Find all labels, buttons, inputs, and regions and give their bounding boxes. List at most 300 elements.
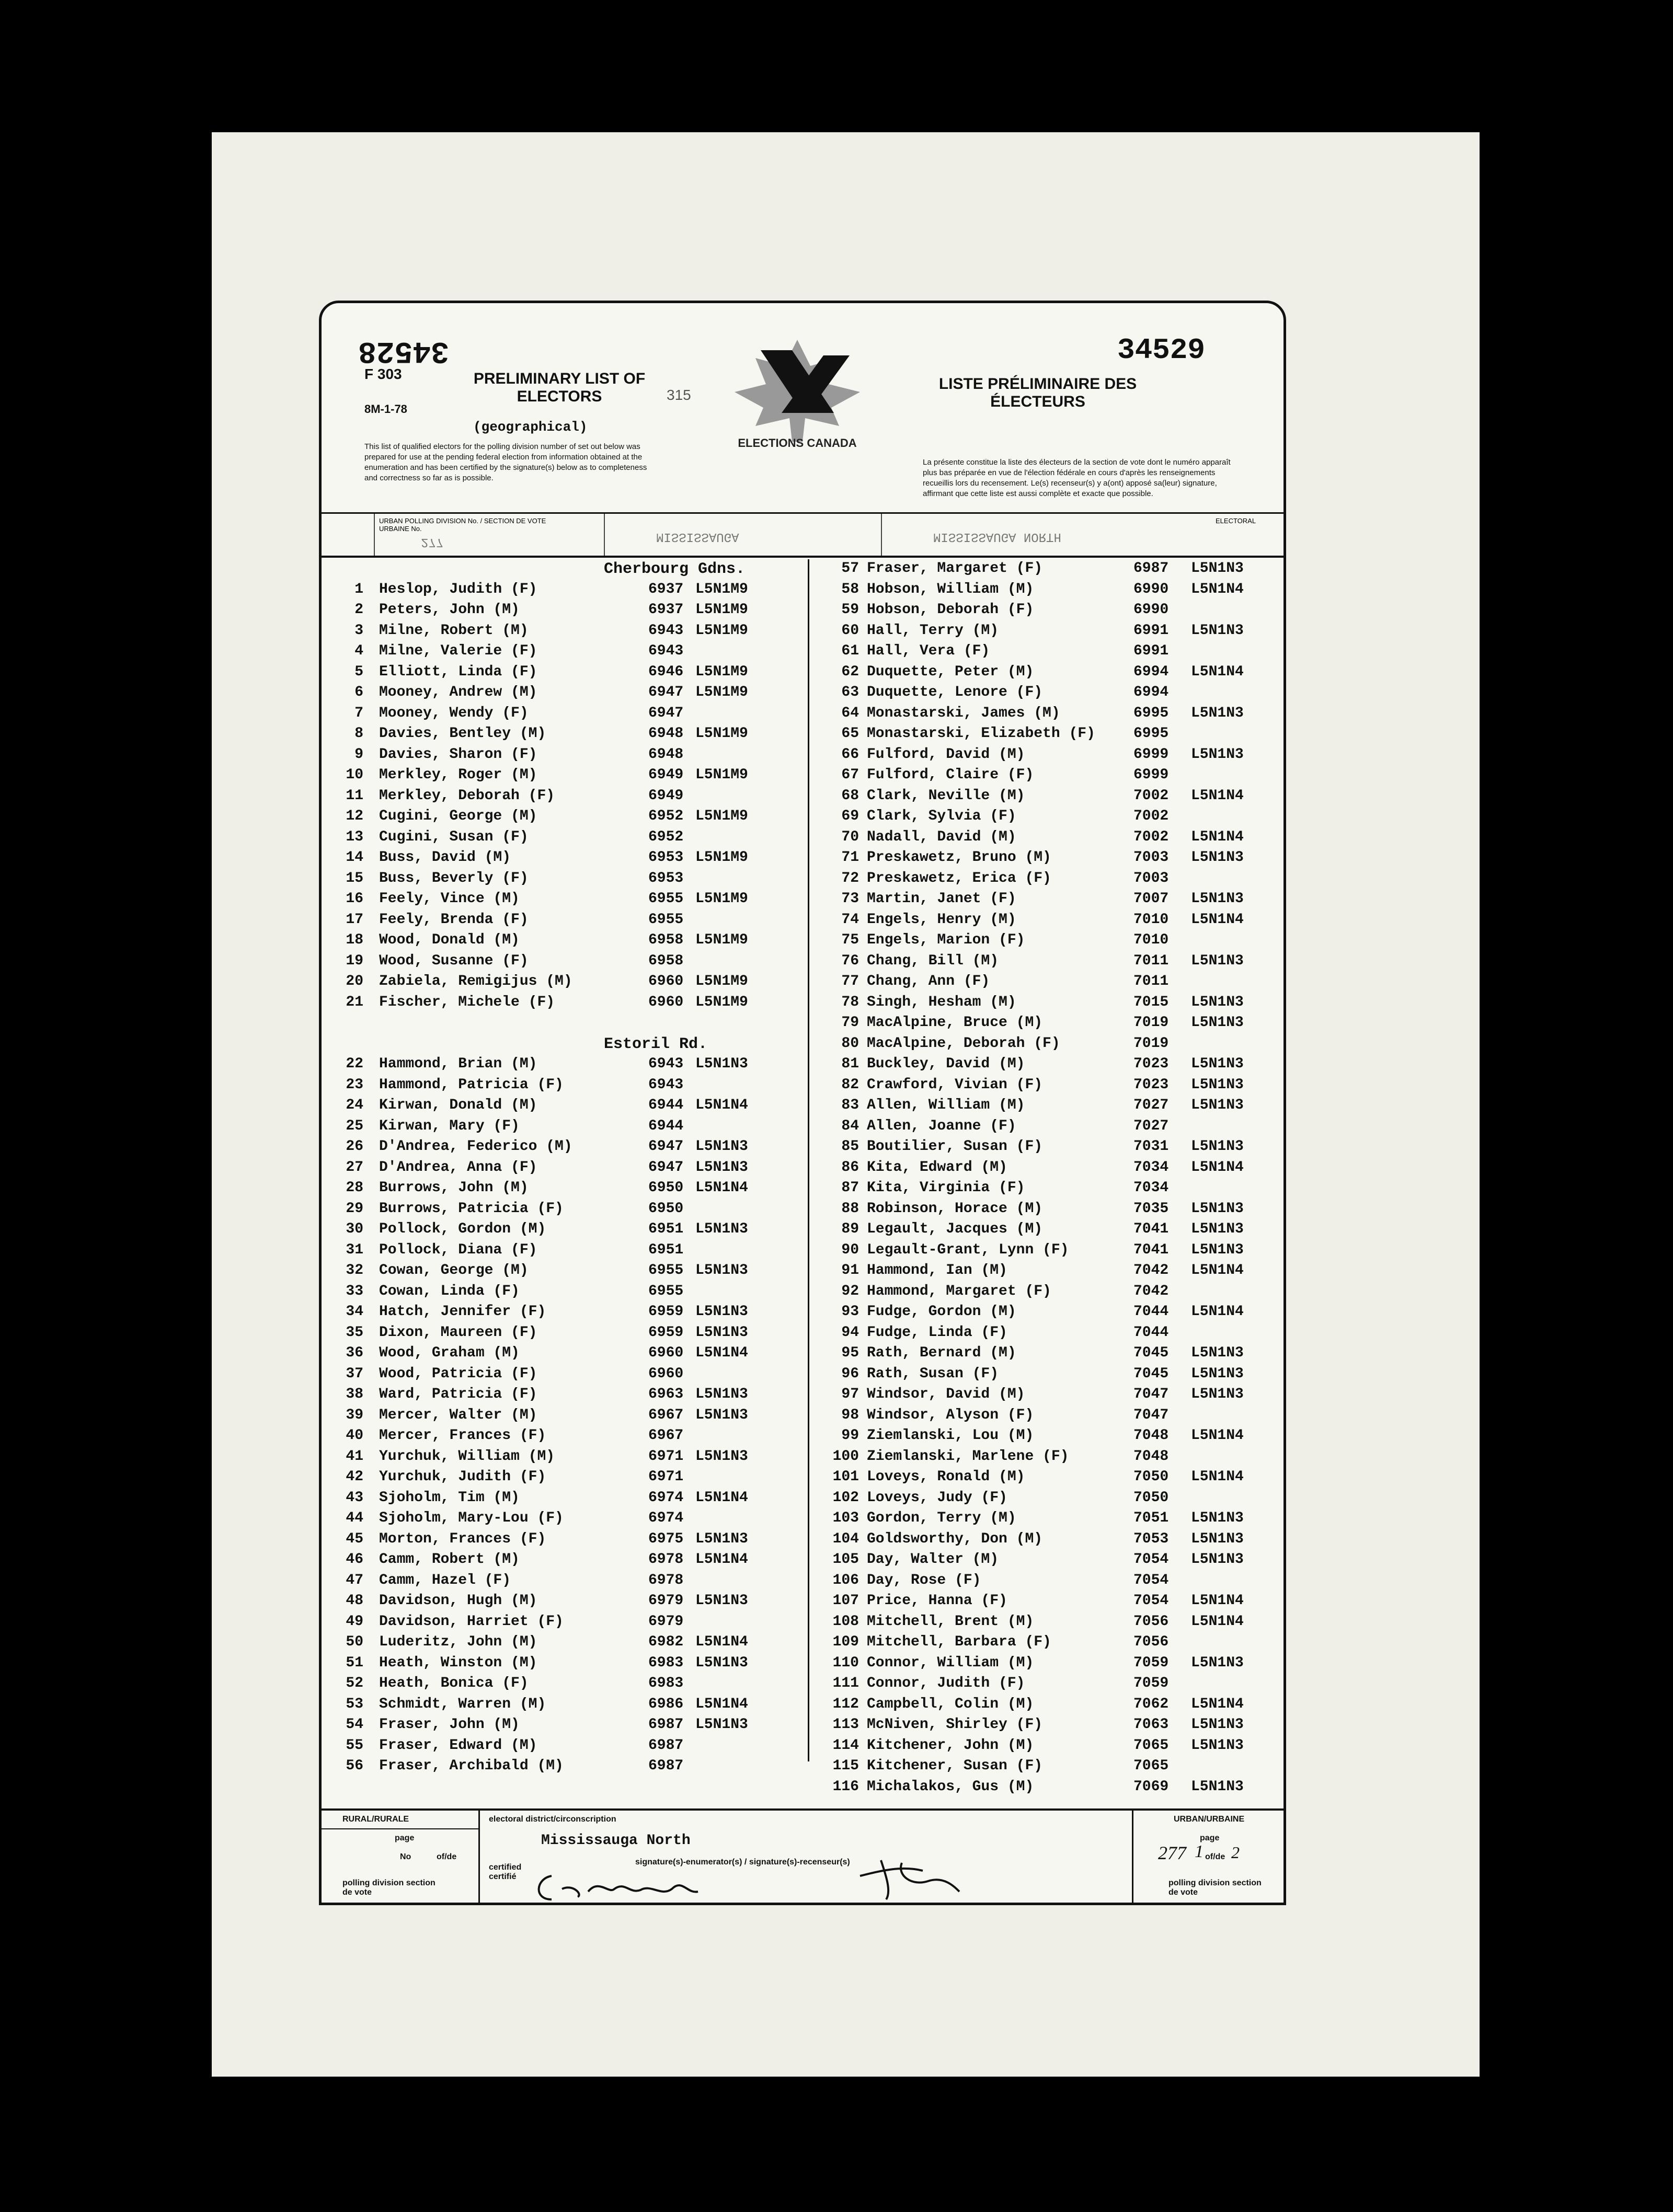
line-number: 2 xyxy=(354,602,363,618)
line-number: 64 xyxy=(841,705,859,721)
elector-name: Feely, Vince (M) xyxy=(379,891,520,907)
street-number: 6955 xyxy=(648,891,684,907)
street-number: 6979 xyxy=(648,1613,684,1630)
elector-name: Yurchuk, William (M) xyxy=(379,1448,555,1465)
elector-name: Connor, Judith (F) xyxy=(867,1675,1025,1691)
urban-page-number: 1 xyxy=(1195,1842,1204,1861)
district-value: MISSISSAUGA NORTH xyxy=(933,529,1061,544)
line-number: 53 xyxy=(346,1696,363,1712)
elector-name: Hammond, Ian (M) xyxy=(867,1262,1007,1278)
elector-name: Cugini, George (M) xyxy=(379,808,537,824)
elector-name: Allen, William (M) xyxy=(867,1097,1025,1113)
street-number: 6947 xyxy=(648,705,684,721)
elector-row xyxy=(322,601,808,621)
elector-row xyxy=(322,890,808,911)
title-french: LISTE PRÉLIMINAIRE DES ÉLECTEURS xyxy=(938,375,1137,410)
line-number: 77 xyxy=(841,973,859,989)
street-number: 6974 xyxy=(648,1510,684,1526)
line-number: 21 xyxy=(346,994,363,1010)
elector-row xyxy=(809,1365,1285,1386)
street-number: 7054 xyxy=(1133,1572,1169,1588)
postal-code: L5N1N3 xyxy=(1191,1551,1244,1568)
elector-name: Clark, Neville (M) xyxy=(867,787,1025,804)
street-number: 7054 xyxy=(1133,1593,1169,1609)
elector-row xyxy=(322,952,808,973)
elector-row xyxy=(809,1571,1285,1592)
line-number: 100 xyxy=(832,1448,859,1465)
urban-division-label: URBAN POLLING DIVISION No. / SECTION DE VOTE URBAINE No. xyxy=(379,517,546,533)
line-number: 92 xyxy=(841,1283,859,1299)
street-number: 7035 xyxy=(1133,1200,1169,1217)
street-number: 6958 xyxy=(648,952,684,969)
street-number: 6987 xyxy=(648,1758,684,1774)
electoral-district-label: electoral district/circonscription xyxy=(489,1815,616,1824)
line-number: 81 xyxy=(841,1056,859,1072)
postal-code: L5N1N4 xyxy=(695,1345,748,1361)
line-number: 102 xyxy=(832,1489,859,1506)
postal-code: L5N1N3 xyxy=(1191,746,1244,763)
line-number: 86 xyxy=(841,1159,859,1176)
elector-row xyxy=(809,931,1285,952)
street-number: 7041 xyxy=(1133,1221,1169,1237)
elector-row xyxy=(809,1695,1285,1716)
elector-name: Connor, William (M) xyxy=(867,1654,1034,1671)
elector-row xyxy=(809,1055,1285,1076)
line-number: 7 xyxy=(354,705,363,721)
postal-code: L5N1N3 xyxy=(1191,1716,1244,1733)
enumerator-signature-1 xyxy=(531,1868,708,1905)
elector-name: Wood, Patricia (F) xyxy=(379,1365,537,1382)
elector-row xyxy=(809,1654,1285,1675)
street-number: 7027 xyxy=(1133,1097,1169,1113)
street-number: 7063 xyxy=(1133,1716,1169,1733)
postal-code: L5N1N4 xyxy=(1191,1427,1244,1444)
elector-name: Mercer, Frances (F) xyxy=(379,1427,546,1444)
postal-code: L5N1N4 xyxy=(1191,581,1244,597)
elector-row xyxy=(322,1323,808,1344)
header-cell-blank xyxy=(322,514,375,556)
line-number: 50 xyxy=(346,1634,363,1650)
elector-name: Davidson, Hugh (M) xyxy=(379,1593,537,1609)
street-number: 7042 xyxy=(1133,1262,1169,1278)
elector-row xyxy=(322,1571,808,1592)
line-number: 14 xyxy=(346,849,363,866)
street-number: 7034 xyxy=(1133,1159,1169,1176)
elector-name: Monastarski, Elizabeth (F) xyxy=(867,725,1095,742)
elector-name: Preskawetz, Erica (F) xyxy=(867,870,1051,886)
street-number: 7051 xyxy=(1133,1510,1169,1526)
elector-name: Fraser, Edward (M) xyxy=(379,1737,537,1754)
elector-name: Mooney, Wendy (F) xyxy=(379,705,529,721)
line-number: 60 xyxy=(841,622,859,639)
elector-row xyxy=(322,1447,808,1468)
elector-name: Hammond, Brian (M) xyxy=(379,1056,537,1072)
rural-of-label: of/de xyxy=(437,1852,457,1861)
street-number: 7002 xyxy=(1133,787,1169,804)
street-number: 7011 xyxy=(1133,952,1169,969)
street-number: 6944 xyxy=(648,1117,684,1134)
line-number: 29 xyxy=(346,1200,363,1217)
elector-name: Mitchell, Barbara (F) xyxy=(867,1634,1051,1650)
street-number: 6971 xyxy=(648,1448,684,1465)
line-number: 106 xyxy=(832,1572,859,1588)
street-number: 7065 xyxy=(1133,1758,1169,1774)
elector-row xyxy=(322,972,808,993)
postal-code: L5N1N3 xyxy=(1191,1056,1244,1072)
postal-code: L5N1N4 xyxy=(695,1696,748,1712)
elector-row xyxy=(809,1137,1285,1158)
elector-name: Buckley, David (M) xyxy=(867,1056,1025,1072)
street-number: 7027 xyxy=(1133,1117,1169,1134)
elector-row xyxy=(322,1592,808,1612)
line-number: 48 xyxy=(346,1593,363,1609)
form-footer xyxy=(322,1808,1284,1905)
elector-name: Gordon, Terry (M) xyxy=(867,1510,1016,1526)
elector-name: Duquette, Peter (M) xyxy=(867,663,1034,680)
elector-row xyxy=(809,1117,1285,1138)
elector-name: Morton, Frances (F) xyxy=(379,1530,546,1547)
line-number: 72 xyxy=(841,870,859,886)
elector-name: Clark, Sylvia (F) xyxy=(867,808,1016,824)
street-name: Cherbourg Gdns. xyxy=(604,560,746,578)
street-number: 7011 xyxy=(1133,973,1169,989)
rural-page-label: page xyxy=(395,1834,415,1842)
line-number: 15 xyxy=(346,870,363,886)
elector-name: Price, Hanna (F) xyxy=(867,1593,1007,1609)
street-number: 6987 xyxy=(1133,560,1169,577)
elector-name: Milne, Robert (M) xyxy=(379,622,529,639)
elector-row xyxy=(322,1179,808,1200)
elector-row xyxy=(809,1282,1285,1303)
line-number: 12 xyxy=(346,808,363,824)
elector-row xyxy=(809,745,1285,766)
elector-name: Fudge, Linda (F) xyxy=(867,1324,1007,1341)
line-number: 99 xyxy=(841,1427,859,1444)
line-number: 38 xyxy=(346,1386,363,1402)
line-number: 93 xyxy=(841,1304,859,1320)
line-number: 96 xyxy=(841,1365,859,1382)
street-number: 7010 xyxy=(1133,911,1169,928)
elector-name: Allen, Joanne (F) xyxy=(867,1117,1016,1134)
elector-row xyxy=(322,1220,808,1241)
elector-row xyxy=(322,993,808,1014)
elector-name: Milne, Valerie (F) xyxy=(379,643,537,659)
elector-name: Monastarski, James (M) xyxy=(867,705,1060,721)
postal-code: L5N1N3 xyxy=(695,1386,748,1402)
rural-polling-label: polling division section de vote xyxy=(342,1879,436,1897)
district-label: ELECTORAL xyxy=(1216,517,1256,525)
postal-code: L5N1N3 xyxy=(1191,952,1244,969)
elector-row xyxy=(809,1550,1285,1571)
line-number: 13 xyxy=(346,828,363,845)
elector-name: Cowan, George (M) xyxy=(379,1262,529,1278)
postal-code: L5N1N3 xyxy=(1191,705,1244,721)
elector-name: Davidson, Harriet (F) xyxy=(379,1613,564,1630)
elector-row xyxy=(809,828,1285,849)
line-number: 51 xyxy=(346,1654,363,1671)
elector-name: Hatch, Jennifer (F) xyxy=(379,1304,546,1320)
line-number: 33 xyxy=(346,1283,363,1299)
form-date: 8M-1-78 xyxy=(364,402,407,416)
street-number: 7048 xyxy=(1133,1448,1169,1465)
line-number: 17 xyxy=(346,911,363,928)
elector-row xyxy=(809,683,1285,704)
elector-row xyxy=(322,807,808,828)
polling-division-header xyxy=(322,512,1284,558)
elector-row xyxy=(322,1303,808,1323)
elector-row xyxy=(809,1633,1285,1654)
elector-name: Legault-Grant, Lynn (F) xyxy=(867,1241,1069,1258)
street-number: 7050 xyxy=(1133,1469,1169,1485)
elector-row xyxy=(809,1406,1285,1427)
line-number: 54 xyxy=(346,1716,363,1733)
enumerator-signature-2 xyxy=(850,1855,965,1902)
line-number: 37 xyxy=(346,1365,363,1382)
title-english: PRELIMINARY LIST OF ELECTORS xyxy=(473,370,646,405)
postal-code: L5N1N3 xyxy=(1191,1530,1244,1547)
elector-name: Sjoholm, Mary-Lou (F) xyxy=(379,1510,564,1526)
street-number: 6978 xyxy=(648,1572,684,1588)
line-number: 39 xyxy=(346,1407,363,1423)
line-number: 55 xyxy=(346,1737,363,1754)
elector-name: Schmidt, Warren (M) xyxy=(379,1696,546,1712)
line-number: 103 xyxy=(832,1510,859,1526)
line-number: 76 xyxy=(841,952,859,969)
elector-row xyxy=(322,1654,808,1675)
postal-code: L5N1N3 xyxy=(695,1304,748,1320)
street-number: 6967 xyxy=(648,1427,684,1444)
line-number: 69 xyxy=(841,808,859,824)
postal-code: L5N1N4 xyxy=(1191,787,1244,804)
street-number: 6955 xyxy=(648,1283,684,1299)
elector-row xyxy=(322,828,808,849)
line-number: 36 xyxy=(346,1345,363,1361)
elector-row xyxy=(322,1633,808,1654)
line-number: 71 xyxy=(841,849,859,866)
serial-number-right: 34529 xyxy=(1117,333,1205,367)
elector-name: Davies, Bentley (M) xyxy=(379,725,546,742)
street-number: 6937 xyxy=(648,581,684,597)
postal-code: L5N1N3 xyxy=(1191,1138,1244,1155)
elector-row xyxy=(809,642,1285,663)
postal-code: L5N1N4 xyxy=(695,1097,748,1113)
line-number: 52 xyxy=(346,1675,363,1691)
elector-name: Burrows, Patricia (F) xyxy=(379,1200,564,1217)
postal-code: L5N1N3 xyxy=(1191,1778,1244,1795)
postal-code: L5N1N3 xyxy=(1191,1200,1244,1217)
postal-code: L5N1N3 xyxy=(695,1654,748,1671)
elector-name: Loveys, Ronald (M) xyxy=(867,1469,1025,1485)
elector-name: Elliott, Linda (F) xyxy=(379,663,537,680)
postal-code: L5N1N3 xyxy=(695,1448,748,1465)
street-number: 7019 xyxy=(1133,1035,1169,1052)
elector-row xyxy=(809,1179,1285,1200)
elector-row xyxy=(809,580,1285,601)
postal-code: L5N1N3 xyxy=(1191,849,1244,866)
postal-code: L5N1N3 xyxy=(1191,560,1244,577)
elector-name: Goldsworthy, Don (M) xyxy=(867,1530,1043,1547)
line-number: 111 xyxy=(832,1675,859,1691)
elector-row xyxy=(322,1344,808,1365)
line-number: 70 xyxy=(841,828,859,845)
elector-row xyxy=(809,1385,1285,1406)
elector-row xyxy=(809,1158,1285,1179)
line-number: 42 xyxy=(346,1469,363,1485)
postal-code: L5N1N3 xyxy=(695,1593,748,1609)
elector-row xyxy=(809,1468,1285,1489)
line-number: 16 xyxy=(346,891,363,907)
certification-french: La présente constitue la liste des électeurs de la section de vote dont le numéro apparaît plus bas préparée en vue de l'élection fédérale en cours d'après les renseignements recueillis lors du recensement. Le(s) recenseur(s) y a(ont) apposé sa(leur) signature, affirmant que cette liste est aussi complète et exacte que possible. xyxy=(923,458,1231,498)
postal-code: L5N1N4 xyxy=(1191,911,1244,928)
line-number: 10 xyxy=(346,767,363,783)
line-number: 6 xyxy=(354,684,363,700)
street-number: 6959 xyxy=(648,1324,684,1341)
street-number: 7002 xyxy=(1133,828,1169,845)
street-number: 7056 xyxy=(1133,1613,1169,1630)
line-number: 110 xyxy=(832,1654,859,1671)
line-number: 95 xyxy=(841,1345,859,1361)
street-number: 7065 xyxy=(1133,1737,1169,1754)
elector-row xyxy=(322,1530,808,1551)
line-number: 45 xyxy=(346,1530,363,1547)
elector-row xyxy=(809,1323,1285,1344)
elector-name: Legault, Jacques (M) xyxy=(867,1221,1043,1237)
street-name: Estoril Rd. xyxy=(604,1035,708,1053)
elector-row xyxy=(322,724,808,745)
line-number: 98 xyxy=(841,1407,859,1423)
elector-row xyxy=(809,1715,1285,1736)
elector-row xyxy=(809,1426,1285,1447)
signature-label: signature(s)-enumerator(s) / signature(s)-recenseur(s) xyxy=(635,1858,850,1867)
postal-code: L5N1M9 xyxy=(695,891,748,907)
postal-code: L5N1N3 xyxy=(1191,891,1244,907)
elector-row xyxy=(322,642,808,663)
urban-polling-label: polling division section de vote xyxy=(1168,1879,1262,1897)
elector-name: Wood, Graham (M) xyxy=(379,1345,520,1361)
elector-name: Ward, Patricia (F) xyxy=(379,1386,537,1402)
postal-code: L5N1N3 xyxy=(695,1159,748,1176)
elector-row xyxy=(322,1096,808,1117)
line-number: 101 xyxy=(832,1469,859,1485)
street-number: 6983 xyxy=(648,1654,684,1671)
street-number: 7044 xyxy=(1133,1324,1169,1341)
street-number: 7048 xyxy=(1133,1427,1169,1444)
street-number: 6974 xyxy=(648,1489,684,1506)
postal-code: L5N1N3 xyxy=(695,1056,748,1072)
street-number: 7023 xyxy=(1133,1076,1169,1093)
elector-name: Mooney, Andrew (M) xyxy=(379,684,537,700)
elector-name: Preskawetz, Bruno (M) xyxy=(867,849,1051,866)
elector-row xyxy=(322,1076,808,1097)
elector-row xyxy=(809,1530,1285,1551)
elector-name: Cugini, Susan (F) xyxy=(379,828,529,845)
line-number: 90 xyxy=(841,1241,859,1258)
form-code: F 303 xyxy=(364,366,402,382)
postal-code: L5N1N3 xyxy=(1191,1365,1244,1382)
elector-row xyxy=(322,1055,808,1076)
elector-row xyxy=(809,1076,1285,1097)
street-number: 7015 xyxy=(1133,994,1169,1010)
street-number: 7045 xyxy=(1133,1345,1169,1361)
elector-row xyxy=(322,580,808,601)
elector-row xyxy=(322,683,808,704)
line-number: 65 xyxy=(841,725,859,742)
street-number: 6943 xyxy=(648,622,684,639)
elector-row xyxy=(809,1447,1285,1468)
elector-row xyxy=(809,807,1285,828)
street-number: 6958 xyxy=(648,932,684,948)
line-number: 18 xyxy=(346,932,363,948)
elector-name: Wood, Donald (M) xyxy=(379,932,520,948)
street-number: 7059 xyxy=(1133,1654,1169,1671)
street-number: 7010 xyxy=(1133,932,1169,948)
postal-code: L5N1N3 xyxy=(1191,1345,1244,1361)
street-number: 7053 xyxy=(1133,1530,1169,1547)
line-number: 79 xyxy=(841,1015,859,1031)
postal-code: L5N1N3 xyxy=(1191,1221,1244,1237)
line-number: 24 xyxy=(346,1097,363,1113)
elector-name: Davies, Sharon (F) xyxy=(379,746,537,763)
postal-code: L5N1N3 xyxy=(1191,1386,1244,1402)
line-number: 114 xyxy=(832,1737,859,1754)
elector-row xyxy=(322,1406,808,1427)
elector-name: Camm, Robert (M) xyxy=(379,1551,520,1568)
certification-english: This list of qualified electors for the polling division number of set out below was prepared for use at the pending federal election from information obtained at the enumeration and has been certified by the signature(s) below as to completeness and correctness so far as is possible. xyxy=(364,442,647,482)
elector-row xyxy=(322,1468,808,1489)
line-number: 82 xyxy=(841,1076,859,1093)
postal-code: L5N1M9 xyxy=(695,725,748,742)
rural-no-label: No xyxy=(400,1852,411,1861)
line-number: 67 xyxy=(841,767,859,783)
line-number: 35 xyxy=(346,1324,363,1341)
elector-row xyxy=(809,704,1285,725)
postal-code: L5N1N4 xyxy=(1191,663,1244,680)
line-number: 73 xyxy=(841,891,859,907)
line-number: 109 xyxy=(832,1634,859,1650)
street-number: 7059 xyxy=(1133,1675,1169,1691)
rural-label: RURAL/RURALE xyxy=(342,1815,409,1824)
postal-code: L5N1N3 xyxy=(695,1407,748,1423)
elector-row xyxy=(809,1489,1285,1510)
elector-row xyxy=(809,911,1285,931)
street-heading xyxy=(322,559,808,580)
line-number: 41 xyxy=(346,1448,363,1465)
line-number: 3 xyxy=(354,622,363,639)
street-number: 7056 xyxy=(1133,1634,1169,1650)
elector-row xyxy=(322,1117,808,1138)
elector-row xyxy=(322,1200,808,1220)
elector-name: Hall, Vera (F) xyxy=(867,643,990,659)
elector-name: Engels, Henry (M) xyxy=(867,911,1016,928)
street-number: 7019 xyxy=(1133,1015,1169,1031)
street-number: 6947 xyxy=(648,1138,684,1155)
street-number: 7047 xyxy=(1133,1386,1169,1402)
postal-code: L5N1N4 xyxy=(1191,828,1244,845)
elector-row xyxy=(809,1200,1285,1220)
line-number: 59 xyxy=(841,602,859,618)
postal-code: L5N1N3 xyxy=(695,1324,748,1341)
elector-name: MacAlpine, Deborah (F) xyxy=(867,1035,1060,1052)
elector-row xyxy=(322,1137,808,1158)
line-number: 112 xyxy=(832,1696,859,1712)
street-number: 7034 xyxy=(1133,1180,1169,1196)
elector-name: Chang, Bill (M) xyxy=(867,952,999,969)
postal-code: L5N1N4 xyxy=(1191,1613,1244,1630)
street-number: 7041 xyxy=(1133,1241,1169,1258)
street-number: 6991 xyxy=(1133,643,1169,659)
street-number: 6949 xyxy=(648,767,684,783)
street-number: 6960 xyxy=(648,1345,684,1361)
